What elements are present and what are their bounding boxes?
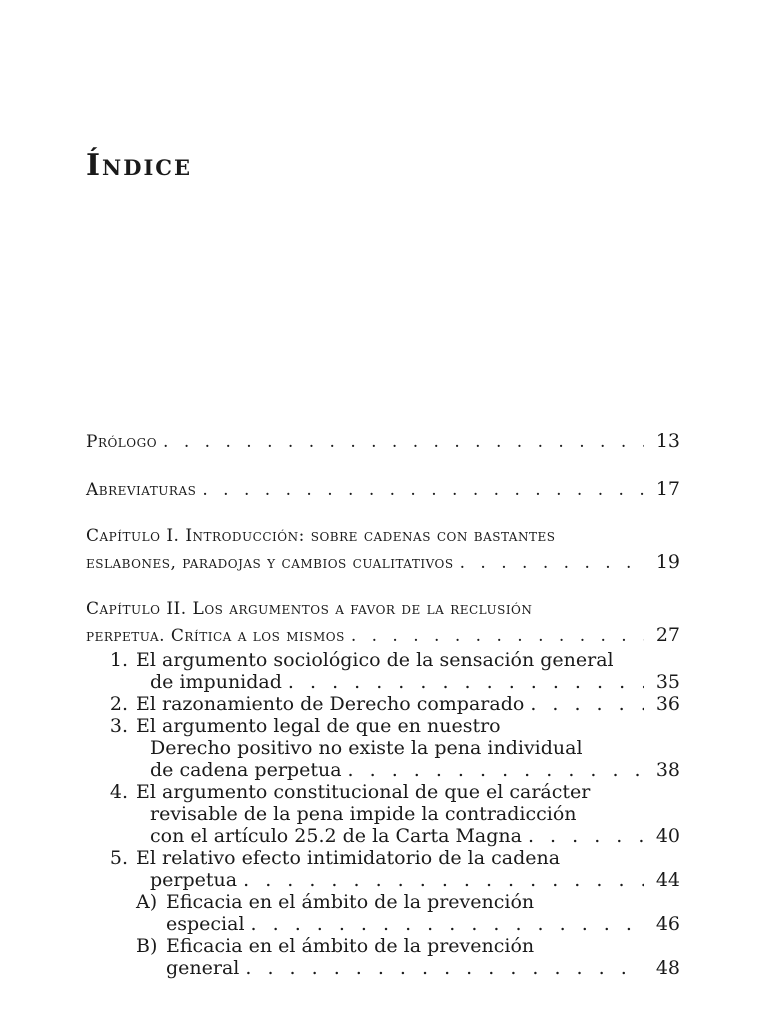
section-title: El argumento legal de que en nuestro — [136, 715, 501, 737]
toc-entry-title: Prólogo — [86, 432, 158, 452]
toc-subsection-5b[interactable] — [86, 935, 680, 979]
section-title: El argumento sociológico de la sensación general — [136, 649, 614, 671]
dot-leader — [202, 477, 644, 503]
dot-leader — [530, 693, 644, 715]
toc-section-4[interactable] — [86, 781, 680, 847]
section-title-cont: con el artículo 25.2 de la Carta Magna — [150, 825, 522, 847]
toc-page-number: 35 — [655, 671, 680, 693]
section-number: 1. — [109, 649, 128, 671]
toc-entry-title: Capítulo II. Los argumentos a favor de la reclusión — [86, 599, 533, 619]
dot-leader — [351, 623, 644, 649]
section-title-cont: revisable de la pena impide la contradicción — [150, 803, 577, 825]
toc-entry-capitulo-2[interactable] — [86, 596, 680, 649]
section-title-cont: de cadena perpetua — [150, 759, 342, 781]
toc-entry-prologo[interactable] — [86, 428, 680, 455]
dot-leader — [528, 825, 644, 847]
toc-page-number: 36 — [655, 693, 680, 715]
toc-entry-abreviaturas[interactable] — [86, 476, 680, 503]
section-number: 2. — [109, 693, 128, 715]
toc-page-number: 19 — [655, 551, 680, 573]
toc-page-number: 44 — [655, 869, 680, 891]
section-number: 4. — [109, 781, 128, 803]
toc-page-number: 27 — [655, 624, 680, 646]
toc-section-3[interactable] — [86, 715, 680, 781]
page-title: Índice — [86, 148, 192, 183]
subsection-title: Eficacia en el ámbito de la prevención — [166, 891, 535, 913]
subsection-title-cont: especial — [166, 913, 245, 935]
toc-entry-title: Abreviaturas — [86, 480, 197, 500]
toc-page-number: 13 — [655, 430, 680, 452]
section-title: El argumento constitucional de que el carácter — [136, 781, 591, 803]
toc-entry-title-cont: eslabones, paradojas y cambios cualitativos — [86, 553, 454, 573]
toc-entry-title: Capítulo I. Introducción: sobre cadenas con bastantes — [86, 526, 556, 546]
subsection-title: Eficacia en el ámbito de la prevención — [166, 935, 535, 957]
section-title-cont: Derecho positivo no existe la pena individual — [150, 737, 583, 759]
dot-leader — [163, 429, 644, 455]
toc-entry-title-cont: perpetua. Crítica a los mismos — [86, 626, 345, 646]
dot-leader — [288, 671, 644, 693]
section-number: 3. — [109, 715, 128, 737]
section-title-cont: de impunidad — [150, 671, 282, 693]
toc-subsection-5a[interactable] — [86, 891, 680, 935]
dot-leader — [460, 550, 644, 576]
section-title-cont: perpetua — [150, 869, 238, 891]
subsection-letter: A) — [136, 891, 158, 913]
toc-entry-capitulo-1[interactable] — [86, 523, 680, 576]
dot-leader — [348, 759, 644, 781]
toc-page-number: 38 — [655, 759, 680, 781]
toc-page-number: 17 — [655, 478, 680, 500]
toc-section-1[interactable] — [86, 649, 680, 693]
section-title: El relativo efecto intimidatorio de la cadena — [136, 847, 561, 869]
subsection-title-cont: general — [166, 957, 240, 979]
dot-leader — [245, 957, 644, 979]
section-number: 5. — [109, 847, 128, 869]
toc-page-number: 40 — [655, 825, 680, 847]
toc-section-2[interactable] — [86, 693, 680, 715]
section-title: El razonamiento de Derecho comparado — [136, 693, 525, 715]
table-of-contents — [86, 428, 680, 979]
toc-page-number: 46 — [655, 913, 680, 935]
dot-leader — [251, 913, 644, 935]
subsection-letter: B) — [136, 935, 158, 957]
toc-section-5[interactable] — [86, 847, 680, 891]
toc-page-number: 48 — [655, 957, 680, 979]
dot-leader — [243, 869, 644, 891]
